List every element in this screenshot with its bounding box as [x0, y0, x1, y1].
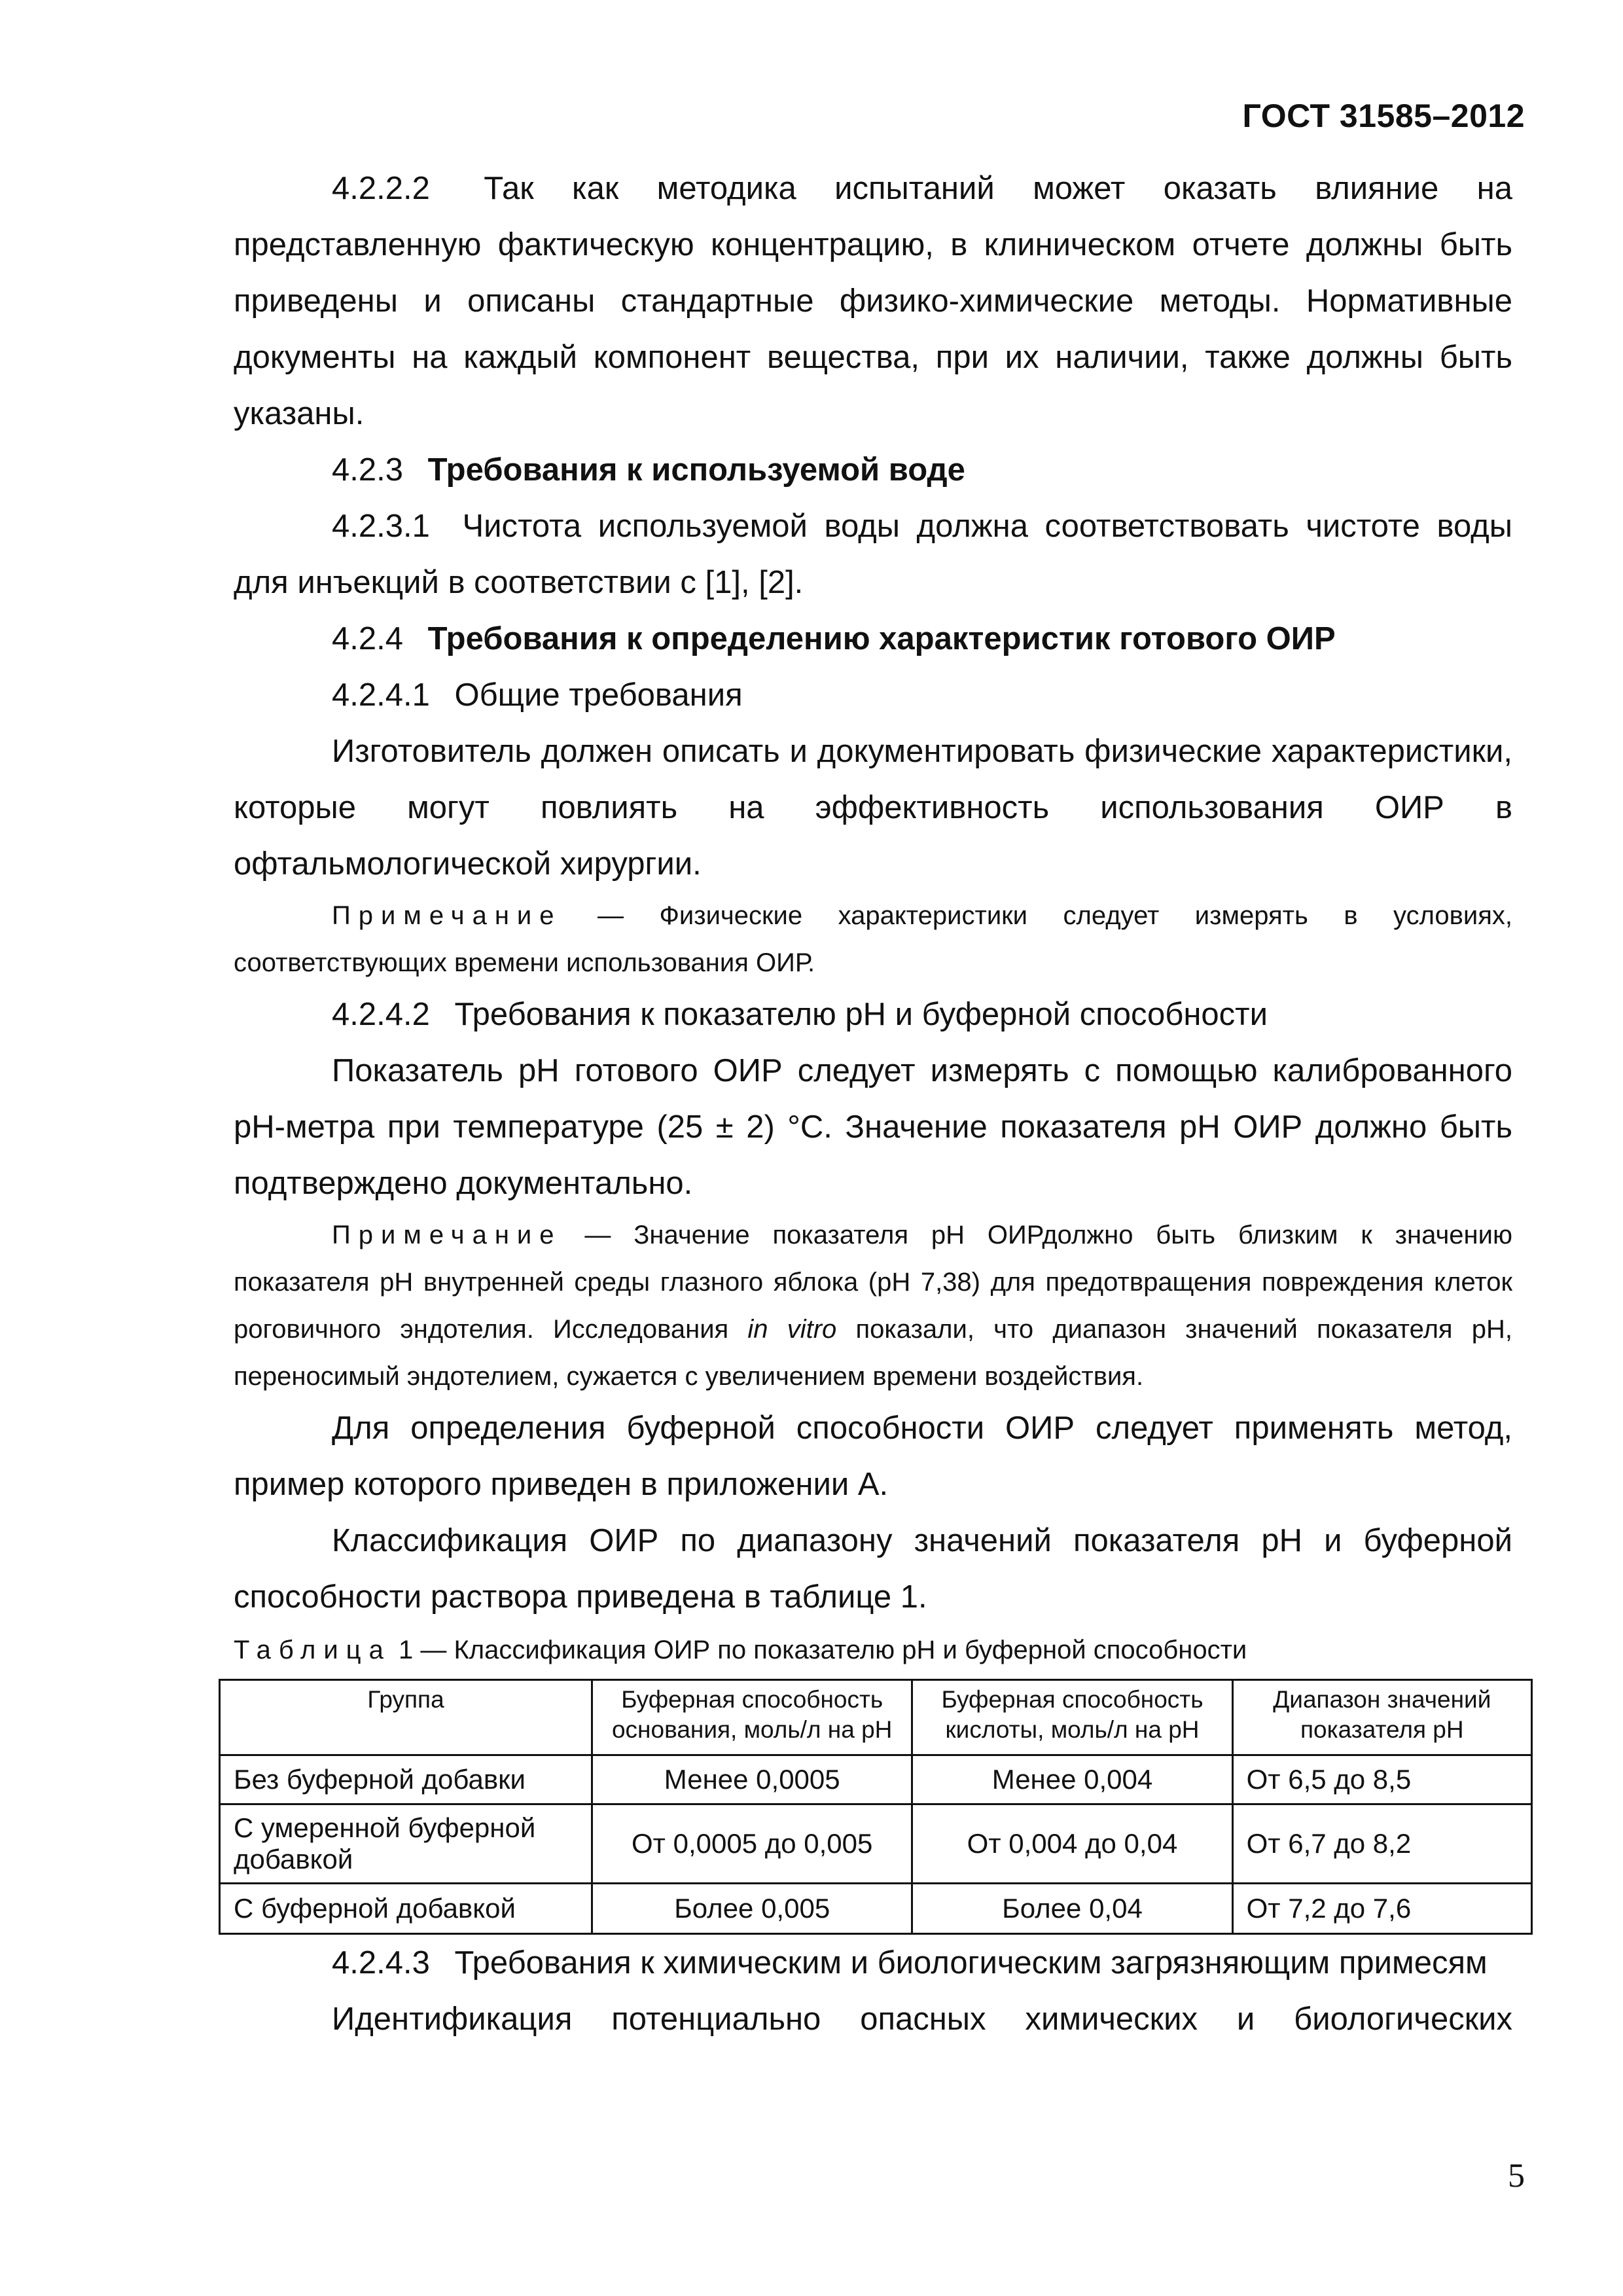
- document-number: ГОСТ 31585–2012: [1242, 98, 1525, 134]
- heading-4-2-4-1: [234, 667, 1512, 723]
- section-number: 4.2.3.1: [332, 509, 430, 544]
- table-header-cell: Буферная способность кислоты, моль/л на рН: [912, 1680, 1232, 1755]
- table-caption: [234, 1630, 1512, 1670]
- classification-table: [219, 1679, 1533, 1935]
- table-cell: От 6,5 до 8,5: [1232, 1755, 1531, 1804]
- section-number: 4.2.2.2: [332, 171, 430, 206]
- note-text-after: показали, что диапазон значений показателя рН, переносимый эндотелием, сужается с увеличением времени воздействия.: [234, 1315, 1513, 1391]
- table-cell: Более 0,005: [592, 1884, 912, 1934]
- heading-4-2-3: [234, 442, 1512, 498]
- table-cell: Менее 0,0005: [592, 1755, 912, 1804]
- paragraph-4-2-2-2: [234, 160, 1512, 442]
- table-row: [220, 1755, 1532, 1804]
- page-number: 5: [1508, 2157, 1525, 2195]
- section-number: 4.2.4: [332, 621, 403, 656]
- section-number: 4.2.3: [332, 452, 403, 488]
- note-ph: [234, 1211, 1512, 1400]
- note-text: — Физические характеристики следует измерять в условиях, соответствующих времени использования ОИР.: [234, 901, 1512, 977]
- caption-text: 1 — Классификация ОИР по показателю рН и буферной способности: [398, 1636, 1247, 1664]
- table-cell: Более 0,04: [912, 1884, 1232, 1934]
- paragraph-text: Так как методика испытаний может оказать влияние на представленную фактическую концентрацию, в клиническом отчете должны быть приведены и описаны стандартные физико-химические методы. Нормативные документы на каждый компонент вещества, при их наличии, также должны быть указаны.: [234, 171, 1512, 431]
- note-label: Примечание: [332, 901, 562, 930]
- table-cell: С буферной добавкой: [220, 1884, 592, 1934]
- table-cell: От 0,004 до 0,04: [912, 1804, 1232, 1884]
- document-body: [234, 160, 1512, 2047]
- heading-4-2-4-2: [234, 986, 1512, 1043]
- table-header-row: [220, 1680, 1532, 1755]
- table-header-cell: Группа: [220, 1680, 592, 1755]
- table-row: [220, 1884, 1532, 1934]
- section-title: Требования к определению характеристик готового ОИР: [427, 621, 1336, 656]
- section-title: Требования к показателю рН и буферной способности: [454, 997, 1268, 1032]
- section-number: 4.2.4.3: [332, 1945, 430, 1981]
- section-number: 4.2.4.1: [332, 677, 430, 713]
- note-text: — Значение показателя рН ОИРдолжно быть близким к значению показателя рН внутренней среды глазного яблока (рН 7,38) для предотвращения повреждения клеток роговичного эндотелия. Исследования: [234, 1221, 1512, 1344]
- table-cell: С умеренной буферной добавкой: [220, 1804, 592, 1884]
- note-label: Примечание: [332, 1221, 562, 1249]
- caption-label: Таблица: [234, 1636, 391, 1664]
- note-physical-characteristics: [234, 892, 1512, 986]
- table-header-cell: Диапазон значений показателя рН: [1232, 1680, 1531, 1755]
- table-cell: От 6,7 до 8,2: [1232, 1804, 1531, 1884]
- section-number: 4.2.4.2: [332, 997, 430, 1032]
- table-cell: Менее 0,004: [912, 1755, 1232, 1804]
- paragraph-manufacturer: Изготовитель должен описать и документировать физические характеристики, которые могут повлиять на эффективность использования ОИР в офтальмологической хирургии.: [234, 734, 1512, 882]
- table-cell: От 7,2 до 7,6: [1232, 1884, 1531, 1934]
- paragraph-buffer: Для определения буферной способности ОИР следует применять метод, пример которого приведен в приложении А.: [234, 1410, 1512, 1502]
- heading-4-2-4: [234, 611, 1512, 667]
- paragraph-text: Требования к химическим и биологическим загрязняющим примесям: [454, 1945, 1488, 1981]
- paragraph-classification: Классификация ОИР по диапазону значений показателя рН и буферной способности раствора приведена в таблице 1.: [234, 1523, 1512, 1615]
- table-header-cell: Буферная способность основания, моль/л на рН: [592, 1680, 912, 1755]
- table-cell: От 0,0005 до 0,005: [592, 1804, 912, 1884]
- table-row: [220, 1804, 1532, 1884]
- note-italic: in vitro: [747, 1315, 837, 1344]
- section-title: Требования к используемой воде: [427, 452, 965, 488]
- paragraph-identification: Идентификация потенциально опасных химических и биологических: [332, 2001, 1512, 2037]
- paragraph-4-2-3-1: [234, 498, 1512, 611]
- paragraph-ph: Показатель рН готового ОИР следует измерять с помощью калиброванного рН-метра при температуре (25 ± 2) °С. Значение показателя рН ОИР должно быть подтверждено документально.: [234, 1053, 1512, 1201]
- section-title: Общие требования: [454, 677, 743, 713]
- table-cell: Без буферной добавки: [220, 1755, 592, 1804]
- paragraph-4-2-4-3: [234, 1935, 1512, 1991]
- paragraph-text: Чистота используемой воды должна соответствовать чистоте воды для инъекций в соответствии с [1], [2].: [234, 509, 1512, 600]
